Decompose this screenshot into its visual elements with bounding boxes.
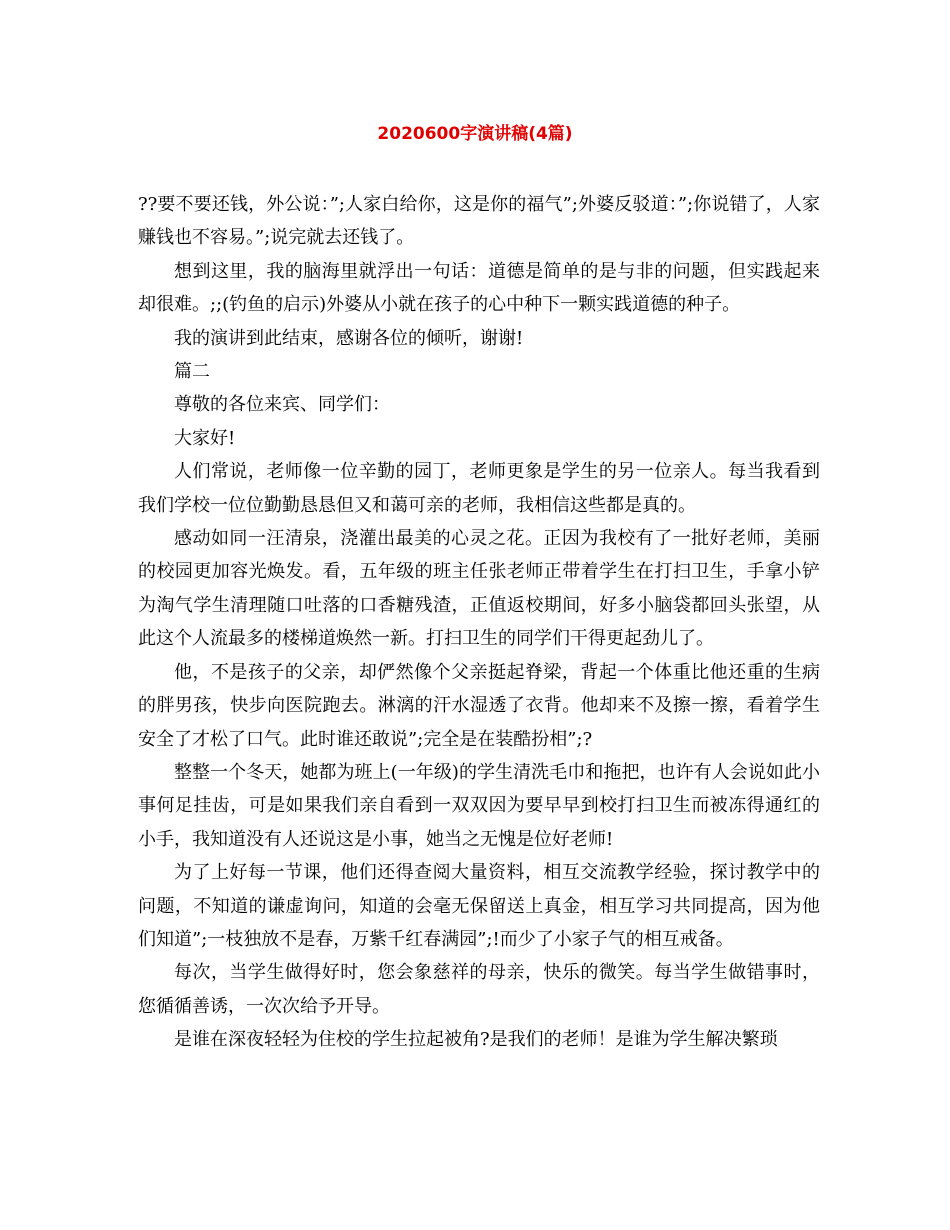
paragraph: 是谁在深夜轻轻为住校的学生拉起被角?是我们的老师！是谁为学生解决繁琐: [174, 1029, 778, 1051]
paragraph: 篇二: [174, 361, 210, 383]
paragraph: 想到这里，我的脑海里就浮出一句话：道德是简单的是与非的问题，但实践起来却很难。;;(钓鱼的启示)外婆从小就在孩子的心中种下一颗实践道德的种子。: [138, 260, 820, 316]
document-body: [138, 188, 820, 1057]
paragraph: 为了上好每一节课，他们还得查阅大量资料，相互交流教学经验，探讨教学中的问题，不知道的谦虚询问，知道的会毫无保留送上真金，相互学习共同提高，因为他们知道”;一枝独放不是春，万紫千红春满园”;!而少了小家子气的相互戒备。: [138, 862, 820, 950]
paragraph: 尊敬的各位来宾、同学们：: [174, 394, 390, 416]
paragraph: 每次，当学生做得好时，您会象慈祥的母亲，快乐的微笑。每当学生做错事时，您循循善诱，一次次给予开导。: [138, 962, 820, 1017]
document-title: 2020600字演讲稿(4篇): [377, 124, 573, 144]
paragraph: 人们常说，老师像一位辛勤的园丁，老师更象是学生的另一位亲人。每当我看到我们学校一位位勤勤恳恳但又和蔼可亲的老师，我相信这些都是真的。: [138, 461, 820, 516]
paragraph: 整整一个冬天，她都为班上(一年级)的学生清洗毛巾和拖把，也许有人会说如此小事何足挂齿，可是如果我们亲自看到一双双因为要早早到校打扫卫生而被冻得通红的小手，我知道没有人还说这是小事，她当之无愧是位好老师!: [138, 761, 820, 850]
paragraph: ??要不要还钱，外公说：”;人家白给你，这是你的福气”;外婆反驳道：”;你说错了，人家赚钱也不容易。”;说完就去还钱了。: [138, 194, 820, 249]
paragraph: 我的演讲到此结束，感谢各位的倾听，谢谢!: [174, 327, 524, 349]
paragraph: 感动如同一汪清泉，浇灌出最美的心灵之花。正因为我校有了一批好老师，美丽的校园更加容光焕发。看，五年级的班主任张老师正带着学生在打扫卫生，手拿小铲为淘气学生清理随口吐落的口香糖残渣，正值返校期间，好多小脑袋都回头张望，从此这个人流最多的楼梯道焕然一新。打扫卫生的同学们干得更起劲儿了。: [138, 528, 820, 650]
paragraph: 他，不是孩子的父亲，却俨然像个父亲挺起脊梁，背起一个体重比他还重的生病的胖男孩，快步向医院跑去。淋漓的汗水湿透了衣背。他却来不及擦一擦，看着学生安全了才松了口气。此时谁还敢说”;完全是在装酷扮相”;?: [138, 661, 820, 750]
paragraph: 大家好!: [174, 427, 236, 449]
